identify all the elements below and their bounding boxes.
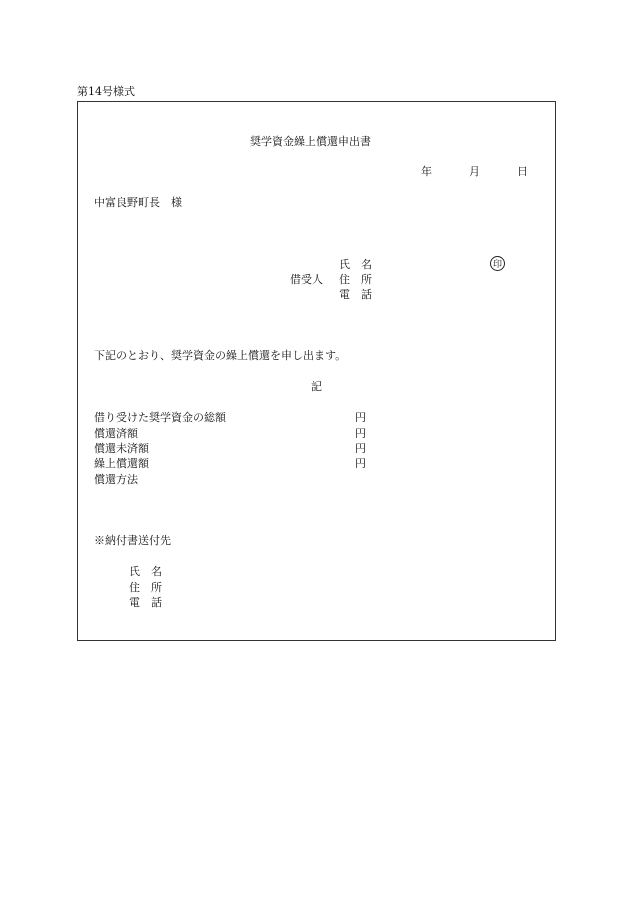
delivery-address-label: 住 所	[129, 581, 162, 594]
item-total-label: 借り受けた奨学資金の総額	[94, 411, 226, 424]
borrower-name-label: 氏 名	[339, 258, 372, 271]
item-advance-label: 繰上償還額	[94, 457, 149, 470]
date-year-label: 年	[421, 165, 432, 178]
borrower-phone-label: 電 話	[339, 288, 372, 301]
item-method-label: 償還方法	[94, 473, 138, 486]
date-day-label: 日	[517, 165, 528, 178]
delivery-name-label: 氏 名	[129, 565, 162, 578]
delivery-heading: ※納付書送付先	[94, 534, 171, 547]
ki-label: 記	[311, 380, 322, 393]
item-unpaid-label: 償還未済額	[94, 442, 149, 455]
addressee: 中富良野町長 様	[94, 196, 182, 209]
date-month-label: 月	[469, 165, 480, 178]
item-total-unit: 円	[355, 411, 366, 424]
seal-icon: 印	[490, 256, 505, 271]
borrower-role-label: 借受人	[290, 273, 323, 286]
form-frame	[77, 101, 556, 641]
delivery-phone-label: 電 話	[129, 596, 162, 609]
item-unpaid-unit: 円	[355, 442, 366, 455]
item-repaid-label: 償還済額	[94, 427, 138, 440]
item-repaid-unit: 円	[355, 427, 366, 440]
statement: 下記のとおり、奨学資金の繰上償還を申し出ます。	[94, 349, 347, 362]
borrower-address-label: 住 所	[339, 273, 372, 286]
form-title: 奨学資金繰上償還申出書	[250, 135, 371, 148]
form-number: 第14号様式	[77, 85, 135, 98]
item-advance-unit: 円	[355, 457, 366, 470]
